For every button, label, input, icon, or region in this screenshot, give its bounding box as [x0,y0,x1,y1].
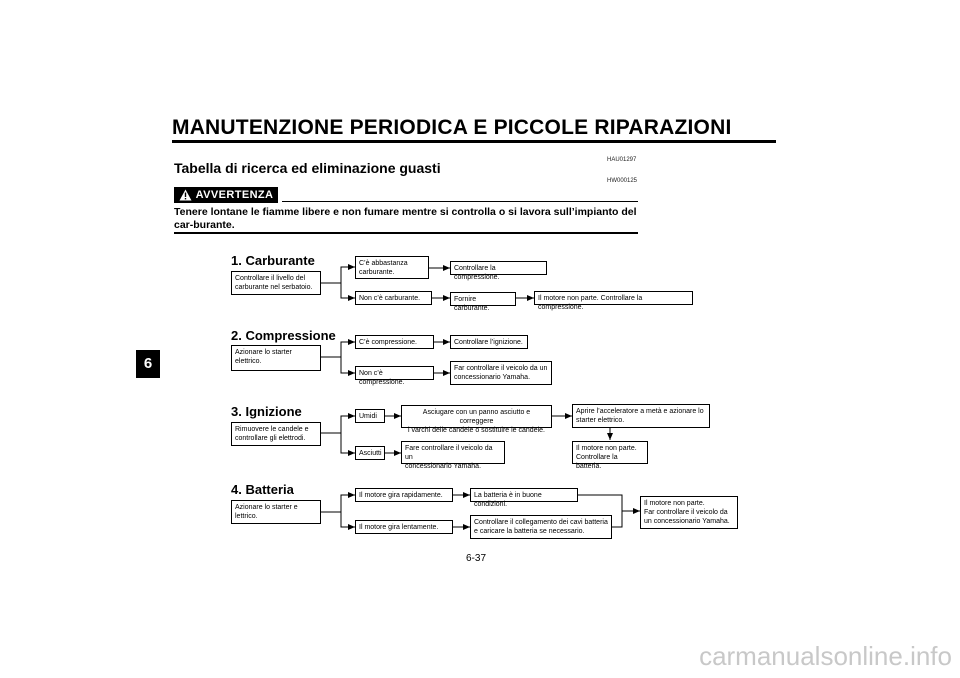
compression-start-box [231,345,321,371]
fuel-yes-next-text: Controllare la compressione. [454,265,500,281]
fuel-no-result-box [534,291,693,311]
ignition-wet-next-box [401,405,552,434]
fuel-no-box [355,291,432,305]
watermark: carmanualsonline.info [699,641,952,671]
battery-fast-next-box [470,488,578,508]
compression-yes-text: C’è compressione. [359,339,417,346]
section-title: Tabella di ricerca ed eliminazione guasti [174,160,441,176]
compression-no-next-text: Far controllare il veicolo da un concessionario Yamaha. [454,365,548,381]
ignition-start-text: Rimuovere le candele e controllare gli elettrodi. [235,426,309,442]
compression-heading: 2. Compressione [231,328,336,343]
battery-result-box [640,496,738,529]
battery-fast-text: Il motore gira rapidamente. [359,492,443,499]
ignition-wet-box [355,409,385,423]
fuel-no-next-text: Fornire carburante. [454,296,490,312]
battery-slow-text: Il motore gira lentamente. [359,524,439,531]
ignition-wet-next-text: Asciugare con un panno asciutto e correggere i varchi delle candele o sostituire le candele. [408,409,545,434]
page-header-title: MANUTENZIONE PERIODICA E PICCOLE RIPARAZIONI [172,116,732,139]
battery-slow-next-box [470,515,612,539]
chapter-tab: 6 [136,350,160,378]
compression-no-next-box [450,361,552,385]
battery-fast-next-text: La batteria è in buone condizioni. [474,492,542,508]
compression-yes-box [355,335,434,349]
battery-result-text: Il motore non parte. Far controllare il veicolo da un concessionario Yamaha. [644,500,730,525]
warning-label: AVVERTENZA [195,189,274,201]
section-code: HAU01297 [607,157,637,163]
battery-fast-box [355,488,453,502]
ignition-wet-text: Umidi [359,413,377,420]
fuel-start-text: Controllare il livello del carburante nel serbatoio. [235,275,313,291]
battery-start-text: Azionare lo starter e lettrico. [235,504,298,520]
fuel-yes-box [355,256,429,279]
fuel-no-result-text: Il motore non parte. Controllare la compressione. [538,295,643,311]
fuel-start-box [231,271,321,295]
ignition-dry-box [355,446,385,460]
compression-no-text: Non c’è compressione. [359,370,405,386]
warning-text: Tenere lontane le fiamme libere e non fumare mentre si controlla o si lavora sull’impianto del car-burante. [174,206,637,231]
fuel-no-next-box [450,292,516,312]
battery-heading: 4. Batteria [231,482,294,497]
compression-no-box [355,366,434,386]
battery-start-box [231,500,321,524]
fuel-no-text: Non c’è carburante. [359,295,421,302]
compression-yes-next-text: Controllare l’ignizione. [454,339,523,346]
fuel-heading: 1. Carburante [231,253,315,268]
ignition-dry-next-box [401,441,505,470]
page-number: 6-37 [466,553,487,564]
ignition-heading: 3. Ignizione [231,404,302,419]
warning-code: HW000125 [607,178,638,184]
battery-slow-box [355,520,453,534]
compression-start-text: Azionare lo starter elettrico. [235,349,292,365]
battery-slow-next-text: Controllare il collegamento dei cavi batteria e caricare la batteria se necessario. [474,519,608,535]
fuel-yes-text: C’è abbastanza carburante. [359,260,408,276]
ignition-wet-result-box [572,404,710,428]
ignition-start-box [231,422,321,446]
fuel-yes-next-box [450,261,547,281]
ignition-dry-next-text: Fare controllare il veicolo da un concessionario Yamaha. [405,445,493,470]
compression-yes-next-box [450,335,528,349]
ignition-wet-fail-text: Il motore non parte. Controllare la batteria. [576,445,637,470]
ignition-dry-text: Asciutti [359,450,382,457]
ignition-wet-fail-box [572,441,648,470]
ignition-wet-result-text: Aprire l’acceleratore a metà e azionare lo starter elettrico. [576,408,704,424]
